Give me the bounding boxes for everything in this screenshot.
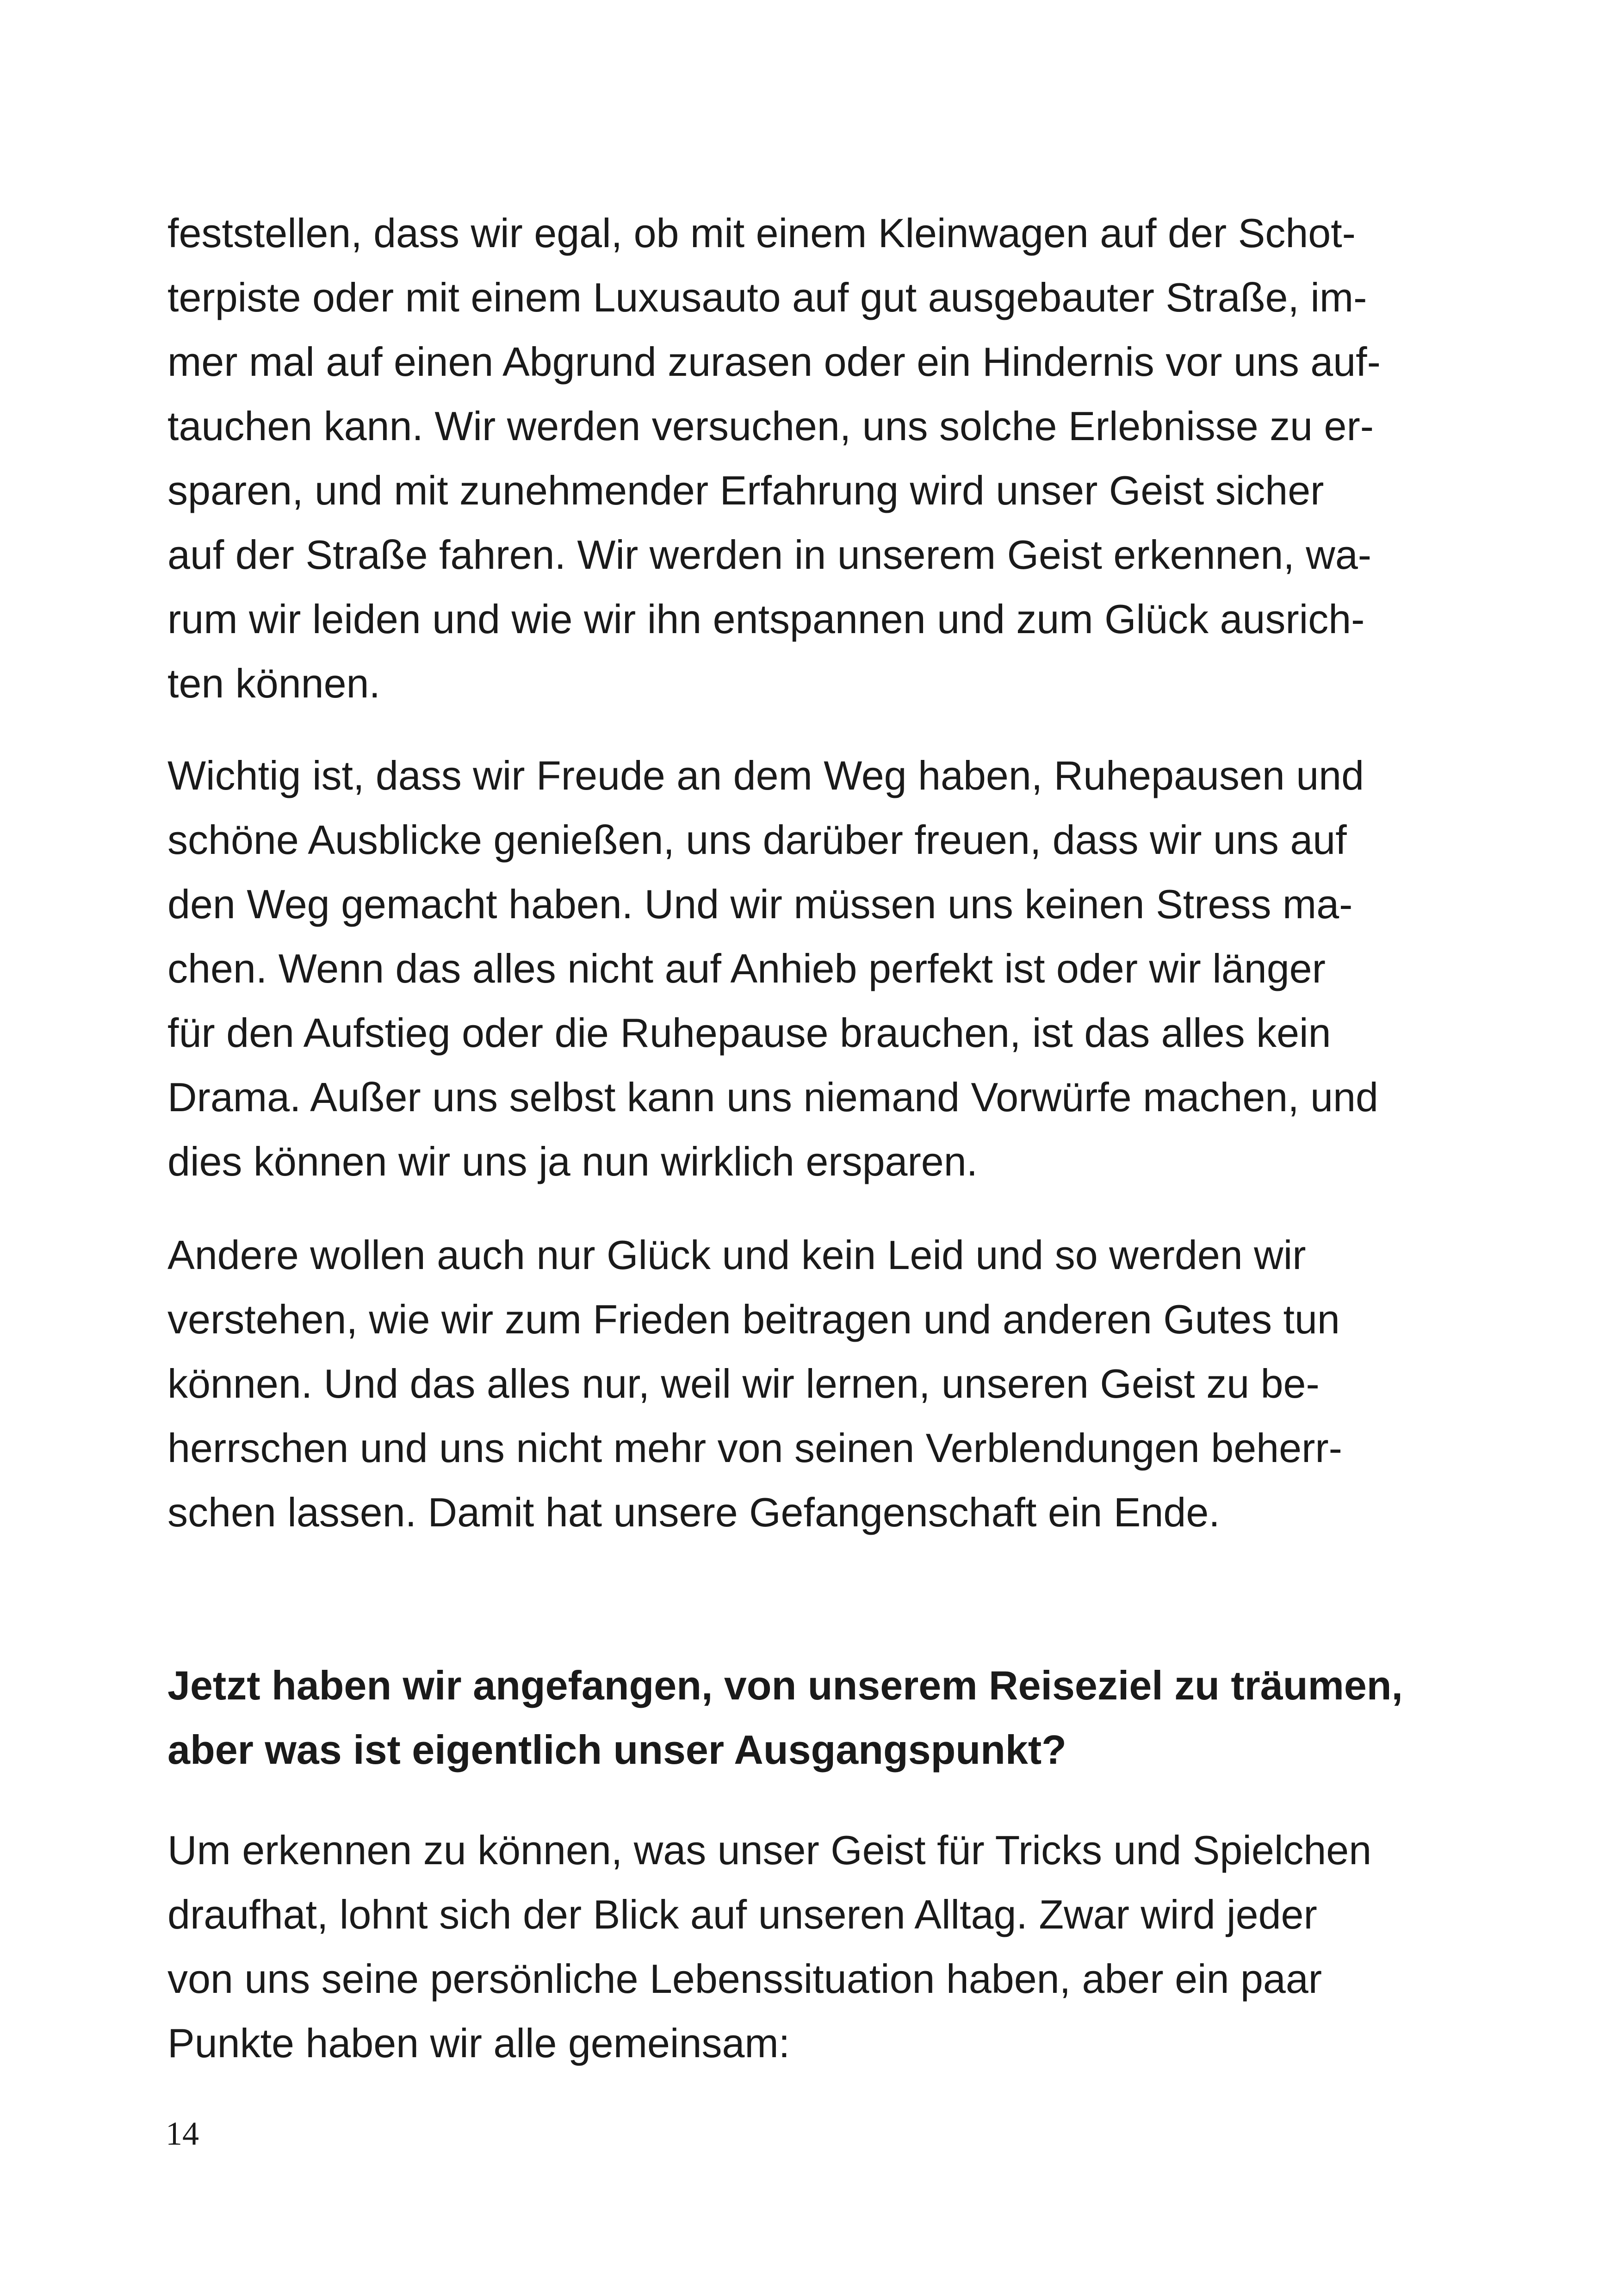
paragraph-line: sparen, und mit zunehmender Erfahrung wird unser Geist sicher bbox=[167, 467, 1324, 513]
paragraph-2 bbox=[167, 743, 1378, 1194]
paragraph-line: Andere wollen auch nur Glück und kein Leid und so werden wir bbox=[167, 1232, 1306, 1278]
paragraph-4 bbox=[167, 1818, 1371, 2075]
paragraph-line: Um erkennen zu können, was unser Geist für Tricks und Spielchen bbox=[167, 1827, 1372, 1873]
section-heading bbox=[167, 1653, 1403, 1782]
paragraph-line: den Weg gemacht haben. Und wir müssen uns keinen Stress ma- bbox=[167, 881, 1353, 927]
paragraph-line: tauchen kann. Wir werden versuchen, uns solche Erlebnisse zu er- bbox=[167, 403, 1374, 449]
paragraph-line: rum wir leiden und wie wir ihn entspannen und zum Glück ausrich- bbox=[167, 596, 1365, 642]
page-number: 14 bbox=[166, 2115, 199, 2152]
paragraph-line: verstehen, wie wir zum Frieden beitragen und anderen Gutes tun bbox=[167, 1296, 1340, 1342]
heading-line: aber was ist eigentlich unser Ausgangspunkt? bbox=[167, 1727, 1066, 1773]
paragraph-line: Punkte haben wir alle gemeinsam: bbox=[167, 2020, 790, 2066]
paragraph-line: herrschen und uns nicht mehr von seinen Verblendungen beherr- bbox=[167, 1425, 1342, 1471]
paragraph-3 bbox=[167, 1223, 1342, 1544]
paragraph-line: von uns seine persönliche Lebenssituation haben, aber ein paar bbox=[167, 1956, 1322, 2002]
paragraph-line: können. Und das alles nur, weil wir lernen, unseren Geist zu be- bbox=[167, 1361, 1320, 1406]
paragraph-line: terpiste oder mit einem Luxusauto auf gut ausgebauter Straße, im- bbox=[167, 274, 1367, 320]
paragraph-line: draufhat, lohnt sich der Blick auf unseren Alltag. Zwar wird jeder bbox=[167, 1892, 1317, 1937]
paragraph-line: Drama. Außer uns selbst kann uns niemand Vorwürfe machen, und bbox=[167, 1074, 1378, 1120]
paragraph-line: dies können wir uns ja nun wirklich ersparen. bbox=[167, 1139, 978, 1184]
paragraph-line: chen. Wenn das alles nicht auf Anhieb perfekt ist oder wir länger bbox=[167, 946, 1326, 991]
paragraph-line: schen lassen. Damit hat unsere Gefangenschaft ein Ende. bbox=[167, 1489, 1220, 1535]
paragraph-line: Wichtig ist, dass wir Freude an dem Weg haben, Ruhepausen und bbox=[167, 753, 1364, 798]
paragraph-line: schöne Ausblicke genießen, uns darüber freuen, dass wir uns auf bbox=[167, 817, 1347, 863]
heading-line: Jetzt haben wir angefangen, von unserem Reiseziel zu träumen, bbox=[167, 1662, 1403, 1708]
paragraph-line: für den Aufstieg oder die Ruhepause brauchen, ist das alles kein bbox=[167, 1010, 1331, 1056]
paragraph-line: ten können. bbox=[167, 660, 380, 706]
paragraph-line: auf der Straße fahren. Wir werden in unserem Geist erkennen, wa- bbox=[167, 532, 1372, 578]
paragraph-1 bbox=[167, 201, 1381, 716]
paragraph-line: mer mal auf einen Abgrund zurasen oder ein Hindernis vor uns auf- bbox=[167, 339, 1381, 385]
paragraph-line: feststellen, dass wir egal, ob mit einem Kleinwagen auf der Schot- bbox=[167, 210, 1356, 256]
